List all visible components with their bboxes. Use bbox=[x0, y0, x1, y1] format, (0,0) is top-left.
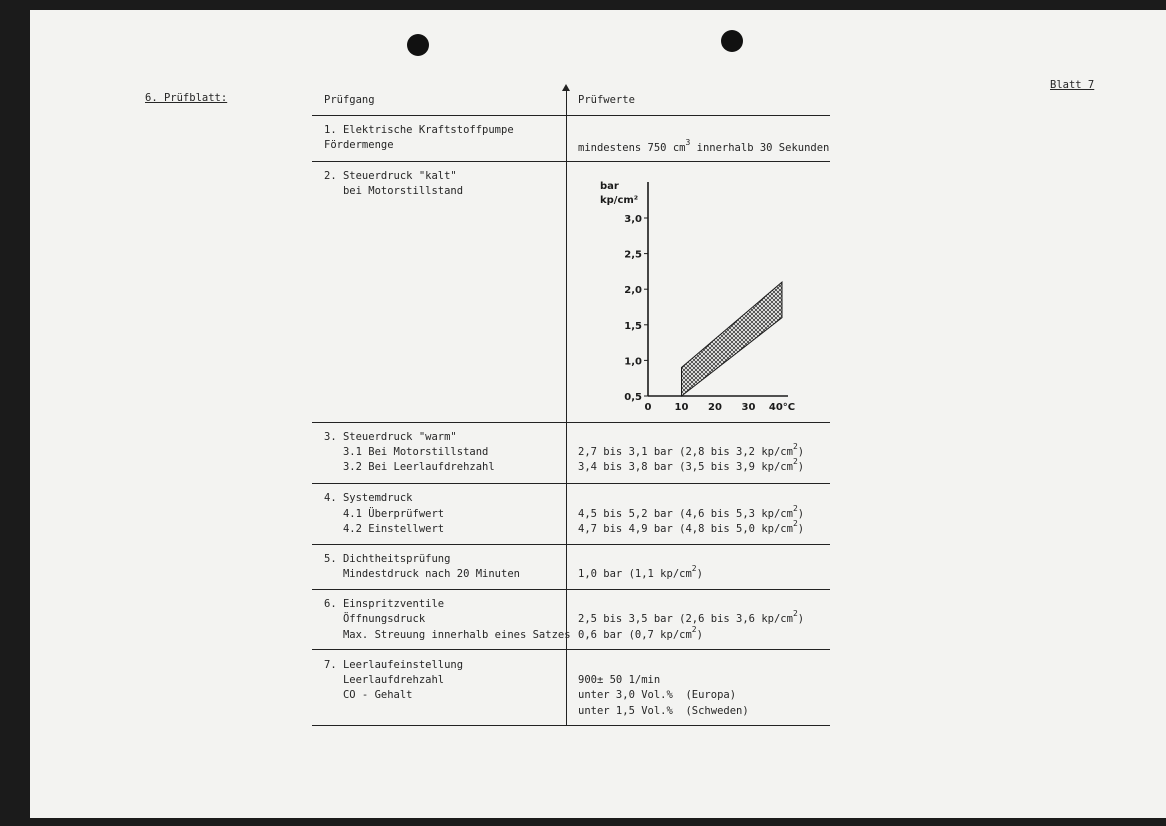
row6-value: 2,5 bis 3,5 bar (2,6 bis 3,6 $kp/cm^2$) bbox=[578, 609, 805, 625]
section-title: 6. Prüfblatt: bbox=[145, 92, 228, 104]
row7-value: 900± 50 1/min bbox=[578, 674, 661, 686]
y-tick-label: 1,0 bbox=[624, 356, 642, 368]
sheet-label: Blatt 7 bbox=[1050, 79, 1095, 91]
row-divider bbox=[312, 115, 830, 116]
y-tick-label: 0,5 bbox=[624, 392, 642, 403]
x-tick-label: 20 bbox=[708, 402, 722, 413]
row1-value: mindestens 750 $cm^3$ innerhalb 30 Sekunden bbox=[578, 138, 830, 154]
y-tick-label: 2,0 bbox=[624, 285, 642, 297]
row2-line: bei Motorstillstand bbox=[324, 185, 464, 197]
x-axis-label: 40°C bbox=[768, 402, 796, 413]
row4-line: 4.1 Überprüfwert bbox=[324, 508, 445, 520]
punch-hole-left bbox=[407, 34, 429, 56]
row1-title: 1. Elektrische Kraftstoffpumpe bbox=[324, 124, 514, 136]
row4-line: 4.2 Einstellwert bbox=[324, 523, 445, 535]
tolerance-band bbox=[682, 282, 783, 396]
row-divider bbox=[312, 649, 830, 650]
row5-line: Mindestdruck nach 20 Minuten bbox=[324, 568, 520, 580]
row7-value: unter 1,5 Vol.% (Schweden) bbox=[578, 705, 749, 717]
row-divider bbox=[312, 544, 830, 545]
row3-line: 3.2 Bei Leerlaufdrehzahl bbox=[324, 461, 495, 473]
column-divider-arrow bbox=[562, 84, 570, 91]
y-axis-label-line2: kp/cm² bbox=[600, 195, 639, 206]
y-tick-label: 3,0 bbox=[624, 214, 642, 225]
row4-value: 4,7 bis 4,9 bar (4,8 bis 5,0 $kp/cm^2$) bbox=[578, 519, 805, 535]
header-pruefwerte: Prüfwerte bbox=[578, 94, 635, 106]
row-divider bbox=[312, 161, 830, 162]
y-axis-label-line1: bar bbox=[600, 181, 619, 192]
row7-value: unter 3,0 Vol.% (Europa) bbox=[578, 689, 737, 701]
row4-value: 4,5 bis 5,2 bar (4,6 bis 5,3 $kp/cm^2$) bbox=[578, 504, 805, 520]
row3-title: 3. Steuerdruck "warm" bbox=[324, 431, 457, 443]
row3-value: 3,4 bis 3,8 bar (3,5 bis 3,9 $kp/cm^2$) bbox=[578, 457, 805, 473]
x-tick-label: 30 bbox=[741, 402, 756, 413]
pressure-temperature-chart bbox=[590, 172, 820, 418]
punch-hole-right bbox=[721, 30, 743, 52]
y-tick-label: 1,5 bbox=[624, 320, 642, 332]
row7-title: 7. Leerlaufeinstellung bbox=[324, 659, 464, 671]
row6-title: 6. Einspritzventile bbox=[324, 598, 445, 610]
row2-title: 2. Steuerdruck "kalt" bbox=[324, 170, 457, 182]
y-tick-label: 2,5 bbox=[624, 249, 642, 261]
row6-line: Öffnungsdruck bbox=[324, 613, 426, 625]
row7-line: CO - Gehalt bbox=[324, 689, 413, 701]
row5-title: 5. Dichtheitsprüfung bbox=[324, 553, 451, 565]
x-tick-label: 0 bbox=[644, 402, 652, 413]
row4-title: 4. Systemdruck bbox=[324, 492, 413, 504]
row7-line: Leerlaufdrehzahl bbox=[324, 674, 445, 686]
row-divider bbox=[312, 483, 830, 484]
row-divider bbox=[312, 725, 830, 726]
row3-value: 2,7 bis 3,1 bar (2,8 bis 3,2 $kp/cm^2$) bbox=[578, 442, 805, 458]
x-tick-label: 10 bbox=[674, 402, 689, 413]
row3-line: 3.1 Bei Motorstillstand bbox=[324, 446, 489, 458]
row-divider bbox=[312, 422, 830, 423]
row5-value: 1,0 bar (1,1 $kp/cm^2$) bbox=[578, 564, 703, 580]
row6-value: 0,6 bar (0,7 $kp/cm^2$) bbox=[578, 625, 703, 641]
row-divider bbox=[312, 589, 830, 590]
row6-line: Max. Streuung innerhalb eines Satzes bbox=[324, 629, 571, 641]
row1-line: Fördermenge bbox=[324, 139, 394, 151]
header-pruefgang: Prüfgang bbox=[324, 94, 375, 106]
